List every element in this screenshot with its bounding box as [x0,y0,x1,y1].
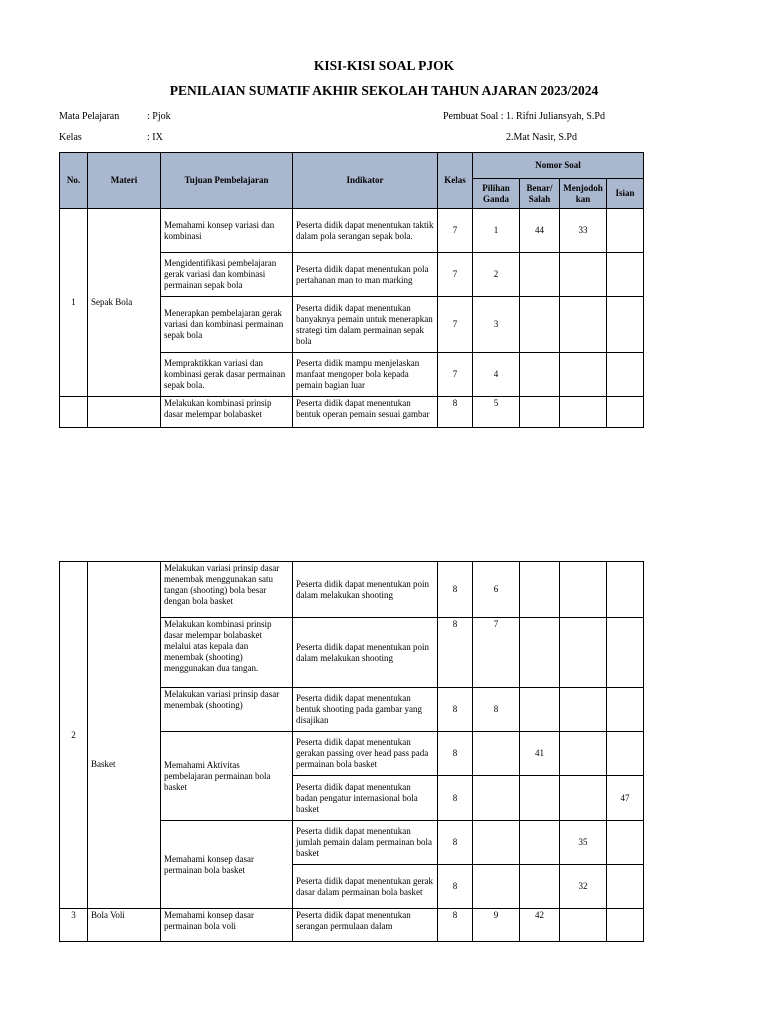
row-no-empty [60,397,88,428]
row-indikator: Peserta didik mampu menjelaskan manfaat mengoper bola kepada pemain bagian luar [293,353,438,397]
kisi-table-page-2 [59,561,644,942]
row-kelas: 7 [438,297,473,353]
row-kelas: 7 [438,353,473,397]
row-indikator: Peserta didik dapat menentukan bentuk operan pemain sesuai gambar [293,397,438,428]
row-benar-salah [520,562,560,618]
row-benar-salah [520,688,560,732]
row-isian [607,253,644,297]
pembuat-soal-2: 2.Mat Nasir, S.Pd [506,132,577,143]
row-tujuan: Melakukan variasi prinsip dasar menembak menggunakan satu tangan (shooting) bola besar dengan bola basket [161,562,293,618]
row-materi-empty [88,397,161,428]
row-menjodohkan [560,618,607,688]
col-header-isian: Isian [607,179,644,209]
row-kelas: 8 [438,618,473,688]
row-benar-salah: 44 [520,209,560,253]
row-isian [607,562,644,618]
row-no: 3 [60,909,88,942]
row-menjodohkan: 32 [560,865,607,909]
row-benar-salah [520,253,560,297]
row-menjodohkan [560,776,607,821]
row-tujuan: Menerapkan pembelajaran gerak variasi dan kombinasi permainan sepak bola [161,297,293,353]
row-indikator: Peserta didik dapat menentukan poin dalam melakukan shooting [293,562,438,618]
row-menjodohkan [560,353,607,397]
row-isian [607,397,644,428]
row-pilihan-ganda: 6 [473,562,520,618]
row-kelas: 8 [438,688,473,732]
row-pilihan-ganda: 2 [473,253,520,297]
row-menjodohkan [560,562,607,618]
row-benar-salah [520,865,560,909]
kelas-label: Kelas [59,132,82,143]
row-indikator: Peserta didik dapat menentukan gerakan passing over head pass pada permainan bola basket [293,732,438,776]
col-header-benar-salah: Benar/ Salah [520,179,560,209]
document-subtitle: PENILAIAN SUMATIF AKHIR SEKOLAH TAHUN AJARAN 2023/2024 [169,83,599,98]
row-indikator: Peserta didik dapat menentukan serangan permulaan dalam [293,909,438,942]
row-indikator: Peserta didik dapat menentukan badan pengatur internasional bola basket [293,776,438,821]
row-no: 1 [60,209,88,397]
row-isian [607,821,644,865]
row-indikator: Peserta didik dapat menentukan bentuk shooting pada gambar yang disajikan [293,688,438,732]
row-menjodohkan [560,909,607,942]
table-row [60,909,644,942]
table-row [60,397,644,428]
row-tujuan: Memahami Aktivitas pembelajaran permainan bola basket [161,732,293,821]
row-menjodohkan: 35 [560,821,607,865]
row-benar-salah [520,821,560,865]
pembuat-soal: Pembuat Soal : 1. Rifni Juliansyah, S.Pd [443,111,605,122]
col-header-nomor-soal: Nomor Soal [473,153,644,179]
row-tujuan: Memahami konsep variasi dan kombinasi [161,209,293,253]
row-materi: Bola Voli [88,909,161,942]
row-pilihan-ganda: 1 [473,209,520,253]
row-pilihan-ganda [473,732,520,776]
row-indikator: Peserta didik dapat menentukan gerak dasar dalam permainan bola basket [293,865,438,909]
row-tujuan: Melakukan kombinasi prinsip dasar melempar bolabasket melalui atas kepala dan menembak (shooting) menggunakan dua tangan. [161,618,293,688]
row-indikator: Peserta didik dapat menentukan poin dalam melakukan shooting [293,618,438,688]
row-isian [607,209,644,253]
row-isian [607,732,644,776]
row-pilihan-ganda: 3 [473,297,520,353]
row-no: 2 [60,562,88,909]
row-kelas: 7 [438,209,473,253]
row-pilihan-ganda: 9 [473,909,520,942]
row-pilihan-ganda [473,821,520,865]
row-tujuan: Memahami konsep dasar permainan bola basket [161,821,293,909]
row-tujuan: Mengidentifikasi pembelajaran gerak variasi dan kombinasi permainan sepak bola [161,253,293,297]
row-isian [607,688,644,732]
row-isian [607,353,644,397]
mapel-value: : Pjok [147,111,171,122]
row-isian [607,865,644,909]
row-tujuan: Melakukan kombinasi prinsip dasar melempar bolabasket [161,397,293,428]
row-materi: Sepak Bola [88,209,161,397]
col-header-kelas: Kelas [438,153,473,209]
row-pilihan-ganda: 5 [473,397,520,428]
col-header-indikator: Indikator [293,153,438,209]
row-indikator: Peserta didik dapat menentukan banyaknya pemain untuk menerapkan strategi tim dalam permainan sepak bola [293,297,438,353]
row-isian [607,297,644,353]
table-row [60,209,644,253]
row-kelas: 8 [438,865,473,909]
row-isian: 47 [607,776,644,821]
kelas-value: : IX [147,132,163,143]
col-header-no: No. [60,153,88,209]
row-benar-salah: 42 [520,909,560,942]
col-header-materi: Materi [88,153,161,209]
row-pilihan-ganda: 7 [473,618,520,688]
row-benar-salah [520,776,560,821]
row-menjodohkan [560,688,607,732]
row-kelas: 8 [438,732,473,776]
col-header-menjodohkan: Menjodoh kan [560,179,607,209]
row-menjodohkan [560,732,607,776]
table-row [60,562,644,618]
row-kelas: 7 [438,253,473,297]
row-menjodohkan [560,397,607,428]
row-tujuan: Memahami konsep dasar permainan bola voli [161,909,293,942]
row-pilihan-ganda: 8 [473,688,520,732]
document-title: KISI-KISI SOAL PJOK [313,58,455,73]
row-tujuan: Mempraktikkan variasi dan kombinasi gerak dasar permainan sepak bola. [161,353,293,397]
row-pilihan-ganda: 4 [473,353,520,397]
row-materi: Basket [88,562,161,909]
row-benar-salah [520,397,560,428]
row-kelas: 8 [438,562,473,618]
row-benar-salah [520,618,560,688]
row-benar-salah [520,353,560,397]
row-indikator: Peserta didik dapat menentukan jumlah pemain dalam permainan bola basket [293,821,438,865]
row-benar-salah: 41 [520,732,560,776]
col-header-tujuan: Tujuan Pembelajaran [161,153,293,209]
row-benar-salah [520,297,560,353]
row-menjodohkan [560,297,607,353]
row-kelas: 8 [438,776,473,821]
row-kelas: 8 [438,821,473,865]
row-indikator: Peserta didik dapat menentukan taktik dalam pola serangan sepak bola. [293,209,438,253]
row-tujuan: Melakukan variasi prinsip dasar menembak (shooting) [161,688,293,732]
mapel-label: Mata Pelajaran [59,111,120,122]
row-kelas: 8 [438,909,473,942]
row-menjodohkan: 33 [560,209,607,253]
col-header-pilihan-ganda: Pilihan Ganda [473,179,520,209]
row-isian [607,909,644,942]
row-pilihan-ganda [473,865,520,909]
row-menjodohkan [560,253,607,297]
row-kelas: 8 [438,397,473,428]
row-pilihan-ganda [473,776,520,821]
row-indikator: Peserta didik dapat menentukan pola pertahanan man to man marking [293,253,438,297]
kisi-table-page-1 [59,152,644,428]
row-isian [607,618,644,688]
